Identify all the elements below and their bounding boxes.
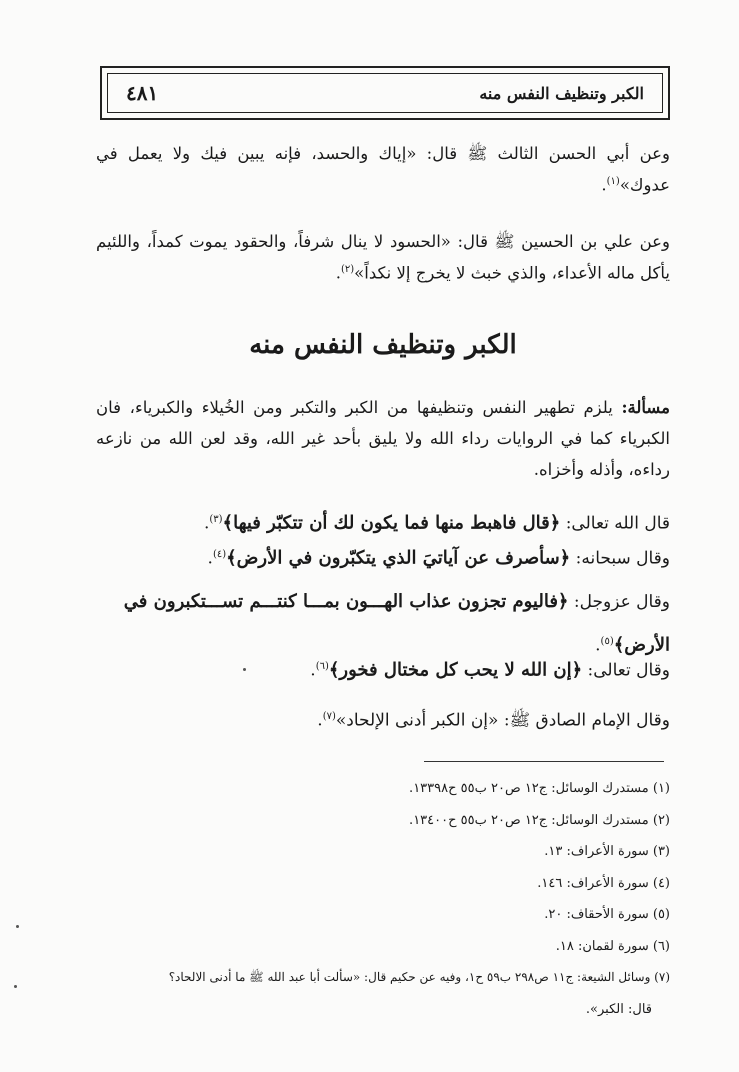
paragraph-masala bbox=[96, 392, 670, 485]
quote-line-3: وقال عزوجل: ﴿فاليوم تجزون عذاب الهـــون بمـــا كنتـــم تســـتكبرون في الأرض﴾$^{(٥)}$. bbox=[123, 591, 670, 656]
footnote-divider bbox=[424, 761, 664, 762]
masala-label: مسألة: bbox=[621, 398, 670, 417]
footnote-ref: (٢) bbox=[340, 264, 355, 275]
running-title: الكبر وتنظيف النفس منه bbox=[479, 83, 644, 103]
page-number: ٤٨١ bbox=[126, 81, 159, 105]
quote-line-5: وقال الإمام الصادق ﷺ: «إن الكبر أدنى الإلحاد»$^{(٧)}$. bbox=[317, 710, 670, 731]
scan-speck bbox=[243, 668, 246, 671]
running-header-inner bbox=[107, 73, 663, 113]
quote-line-2: وقال سبحانه: ﴿سأصرف عن آياتيَ الذي يتكبّرون في الأرض﴾$^{(٤)}$. bbox=[207, 547, 670, 569]
running-header bbox=[100, 66, 670, 120]
quote-intro: وقال الإمام الصادق ﷺ: bbox=[498, 710, 670, 731]
quote-line-4: وقال تعالى: ﴿إن الله لا يحب كل مختال فخور﴾$^{(٦)}$. bbox=[310, 659, 670, 681]
paragraph-text: يلزم تطهير النفس وتنظيفها من الكبر والتكبر ومن الخُيلاء والكبرياء، فان الكبرياء كما في الروايات رداء الله ولا يليق بأحد غير الله، وقد لعن الله من نازعه رداءه، وأذله وأخزاه. bbox=[96, 398, 670, 479]
paragraph-hadith-1: وعن أبي الحسن الثالث ﷺ قال: «إياك والحسد، فإنه يبين فيك ولا يعمل في عدوك»$^{(١)}$. bbox=[96, 144, 670, 195]
paragraph-text: وعن أبي الحسن الثالث ﷺ قال: «إياك والحسد، فإنه يبين فيك ولا يعمل في عدوك» bbox=[96, 144, 670, 195]
footnote-item: (٤) سورة الأعراف: ١٤٦. bbox=[537, 875, 670, 891]
section-heading: الكبر وتنظيف النفس منه bbox=[249, 330, 517, 360]
footnote-item: (٥) سورة الأحقاف: ٢٠. bbox=[544, 907, 670, 922]
quran-verse: ﴿إن الله لا يحب كل مختال فخور﴾ bbox=[328, 659, 583, 681]
footnote-ref: (٧) bbox=[322, 711, 336, 722]
quote-line-1: قال الله تعالى: ﴿قال فاهبط منها فما يكون لك أن تتكبّر فيها﴾$^{(٣)}$. bbox=[203, 512, 670, 534]
scan-speck bbox=[16, 925, 19, 928]
footnote-item: (٦) سورة لقمان: ١٨. bbox=[555, 938, 670, 954]
footnotes bbox=[96, 773, 670, 1025]
footnote-ref: (٦) bbox=[315, 661, 329, 672]
scan-speck bbox=[14, 985, 17, 988]
hadith-quote: «إن الكبر أدنى الإلحاد» bbox=[335, 710, 499, 731]
paragraph-text: وعن علي بن الحسين ﷺ قال: «الحسود لا ينال شرفاً، والحقود يموت كمداً، واللئيم يأكل ماله الأعداء، والذي خبث لا يخرج إلا نكداً» bbox=[96, 232, 670, 283]
quran-verse: ﴿قال فاهبط منها فما يكون لك أن تتكبّر فيها﴾ bbox=[222, 512, 561, 534]
footnote-item: (٢) مستدرك الوسائل: ج١٢ ص٢٠ ب٥٥ ح١٣٤٠٠. bbox=[409, 812, 670, 828]
footnote-item: (٧) وسائل الشيعة: ج١١ ص٢٩٨ ب٥٩ ح١، وفيه عن حكيم قال: «سألت أبا عبد الله ﷺ ما أدنى الالحاد؟ bbox=[168, 970, 670, 984]
footnote-ref: (٣) bbox=[209, 514, 223, 525]
quote-intro: قال الله تعالى: bbox=[560, 513, 670, 534]
footnote-item: (٣) سورة الأعراف: ١٣. bbox=[544, 844, 670, 859]
quote-intro: وقال سبحانه: bbox=[570, 548, 670, 569]
quran-verse: ﴿سأصرف عن آياتيَ الذي يتكبّرون في الأرض﴾ bbox=[226, 547, 571, 569]
quote-intro: وقال عزوجل: bbox=[568, 592, 670, 612]
footnote-ref: (٤) bbox=[212, 549, 227, 560]
footnote-item: (١) مستدرك الوسائل: ج١٢ ص٢٠ ب٥٥ ح١٣٣٩٨. bbox=[409, 781, 670, 796]
footnote-item: قال: الكبر». bbox=[585, 1001, 652, 1017]
footnote-ref: (٥) bbox=[600, 636, 614, 647]
footnote-ref: (١) bbox=[606, 176, 620, 187]
quote-intro: وقال تعالى: bbox=[582, 660, 670, 681]
paragraph-hadith-2: وعن علي بن الحسين ﷺ قال: «الحسود لا ينال شرفاً، والحقود يموت كمداً، واللئيم يأكل ماله الأعداء، والذي خبث لا يخرج إلا نكداً»$^{(٢)}$. bbox=[96, 232, 670, 283]
quran-verse: ﴿فاليوم تجزون عذاب الهـــون بمـــا كنتـــم تســـتكبرون في الأرض﴾ bbox=[123, 591, 670, 656]
